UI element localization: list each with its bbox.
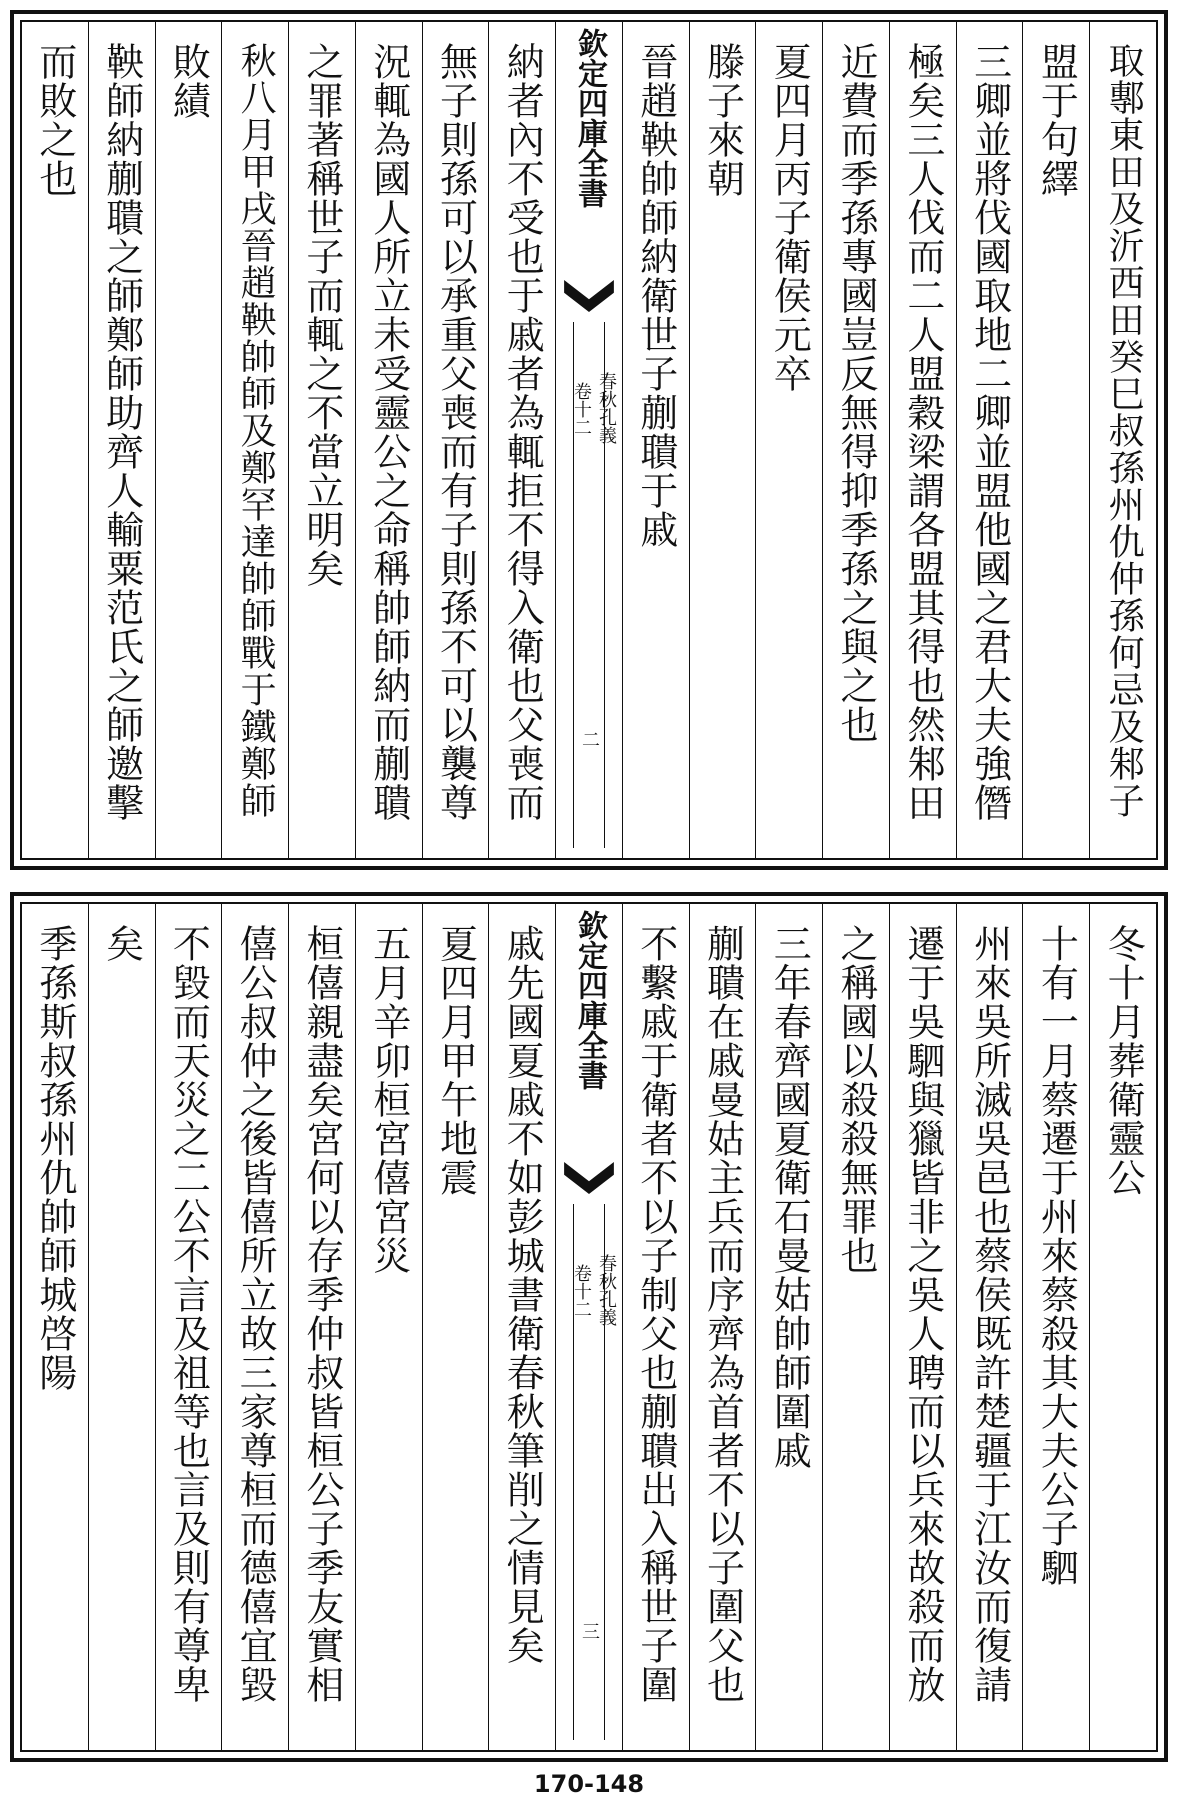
banner-volume: 卷十二 bbox=[570, 1264, 592, 1318]
column-text: 之罪著稱世子而輒之不當立明矣 bbox=[299, 42, 344, 588]
bottom-text-column bbox=[755, 904, 822, 1750]
column-text: 遷于吳駟與獵皆非之吳人聘而以兵來故殺而放 bbox=[900, 924, 945, 1704]
column-text: 無子則孫可以承重父喪而有子則孫不可以襲尊 bbox=[433, 42, 478, 822]
column-text: 三年春齊國夏衛石曼姑帥師圍戚 bbox=[767, 924, 812, 1470]
column-text: 之稱國以殺殺無罪也 bbox=[834, 924, 879, 1275]
top-text-column bbox=[88, 22, 155, 858]
bottom-text-column bbox=[155, 904, 222, 1750]
column-text: 滕子來朝 bbox=[700, 42, 745, 198]
top-text-column bbox=[422, 22, 489, 858]
bottom-text-column bbox=[689, 904, 756, 1750]
bottom-text-column bbox=[622, 904, 689, 1750]
fishtail-ornament-icon bbox=[564, 1162, 614, 1194]
bottom-text-column bbox=[221, 904, 288, 1750]
column-text: 僖公叔仲之後皆僖所立故三家尊桓而德僖宜毀 bbox=[233, 924, 278, 1704]
column-text: 桓僖親盡矣宮何以存季仲叔皆桓公子季友實相 bbox=[299, 924, 344, 1704]
bottom-sheet-banner bbox=[555, 904, 622, 1750]
top-text-columns bbox=[22, 22, 1156, 858]
fishtail-ornament-icon bbox=[564, 280, 614, 312]
top-text-column bbox=[1089, 22, 1156, 858]
top-text-column bbox=[755, 22, 822, 858]
bottom-text-column bbox=[355, 904, 422, 1750]
column-text: 蒯聵在戚曼姑主兵而序齊為首者不以子圍父也 bbox=[700, 924, 745, 1704]
top-text-column bbox=[488, 22, 555, 858]
top-page-panel bbox=[10, 10, 1168, 870]
banner-volume: 卷十二 bbox=[570, 382, 592, 436]
top-page-inner-frame bbox=[20, 20, 1158, 860]
banner-title: 欽定四庫全書 bbox=[571, 910, 607, 1090]
bottom-page-inner-frame bbox=[20, 902, 1158, 1752]
banner-leaf-number: 三 bbox=[578, 1622, 600, 1640]
top-text-column bbox=[889, 22, 956, 858]
bottom-text-column bbox=[88, 904, 155, 1750]
column-text: 矣 bbox=[99, 924, 144, 963]
column-text: 州來吳所滅吳邑也蔡侯既許楚疆于江汝而復請 bbox=[967, 924, 1012, 1704]
top-sheet-banner bbox=[555, 22, 622, 858]
top-text-column bbox=[155, 22, 222, 858]
bottom-text-column bbox=[1089, 904, 1156, 1750]
column-text: 夏四月丙子衛侯元卒 bbox=[767, 42, 812, 393]
top-text-column bbox=[221, 22, 288, 858]
top-text-column bbox=[689, 22, 756, 858]
column-text: 夏四月甲午地震 bbox=[433, 924, 478, 1197]
banner-book-title: 春秋孔義 bbox=[595, 372, 617, 444]
bottom-text-column bbox=[1022, 904, 1089, 1750]
column-text: 不繫戚于衛者不以子制父也蒯聵出入稱世子圍 bbox=[633, 924, 678, 1704]
bottom-text-column bbox=[956, 904, 1023, 1750]
bottom-text-column bbox=[22, 904, 88, 1750]
column-text: 納者內不受也于戚者為輒拒不得入衛也父喪而 bbox=[500, 42, 545, 822]
banner-book-title: 春秋孔義 bbox=[595, 1254, 617, 1326]
bottom-text-columns bbox=[22, 904, 1156, 1750]
top-text-column bbox=[22, 22, 88, 858]
column-text: 冬十月葬衛靈公 bbox=[1101, 924, 1146, 1197]
banner-leaf-number: 二 bbox=[578, 730, 600, 748]
bottom-text-column bbox=[422, 904, 489, 1750]
column-text: 盟于句繹 bbox=[1034, 42, 1079, 198]
column-text: 五月辛卯桓宮僖宮災 bbox=[366, 924, 411, 1275]
column-text: 取鄟東田及沂西田癸巳叔孫州仇仲孫何忌及邾子 bbox=[1103, 42, 1145, 819]
column-text: 十有一月蔡遷于州來蔡殺其大夫公子駟 bbox=[1034, 924, 1079, 1587]
banner-title: 欽定四庫全書 bbox=[571, 28, 607, 208]
bottom-text-column bbox=[488, 904, 555, 1750]
column-text: 況輒為國人所立未受靈公之命稱帥師納而蒯聵 bbox=[366, 42, 411, 822]
bottom-page-panel bbox=[10, 892, 1168, 1762]
column-text: 季孫斯叔孫州仇帥師城啓陽 bbox=[32, 924, 77, 1392]
top-text-column bbox=[622, 22, 689, 858]
column-text: 近費而季孫專國豈反無得抑季孫之與之也 bbox=[834, 42, 879, 744]
column-text: 而敗之也 bbox=[32, 42, 77, 198]
column-text: 鞅師納蒯聵之師鄭師助齊人輸粟范氏之師邀擊 bbox=[99, 42, 144, 822]
column-text: 晉趙鞅帥師納衛世子蒯聵于戚 bbox=[633, 42, 678, 549]
column-text: 不毀而天災之二公不言及祖等也言及則有尊卑 bbox=[166, 924, 211, 1704]
top-text-column bbox=[288, 22, 355, 858]
column-text: 敗績 bbox=[166, 42, 211, 120]
bottom-text-column bbox=[889, 904, 956, 1750]
top-text-column bbox=[355, 22, 422, 858]
top-text-column bbox=[1022, 22, 1089, 858]
column-text: 戚先國夏戚不如彭城書衛春秋筆削之情見矣 bbox=[500, 924, 545, 1665]
top-text-column bbox=[956, 22, 1023, 858]
bottom-text-column bbox=[288, 904, 355, 1750]
column-text: 極矣三人伐而二人盟穀梁謂各盟其得也然邾田 bbox=[900, 42, 945, 822]
bottom-text-column bbox=[822, 904, 889, 1750]
column-text: 秋八月甲戌晉趙鞅帥師及鄭罕達帥師戰于鐵鄭師 bbox=[235, 42, 277, 819]
top-text-column bbox=[822, 22, 889, 858]
page-number: 170-148 bbox=[533, 1770, 645, 1798]
column-text: 三卿並將伐國取地二卿並盟他國之君大夫強僭 bbox=[967, 42, 1012, 822]
